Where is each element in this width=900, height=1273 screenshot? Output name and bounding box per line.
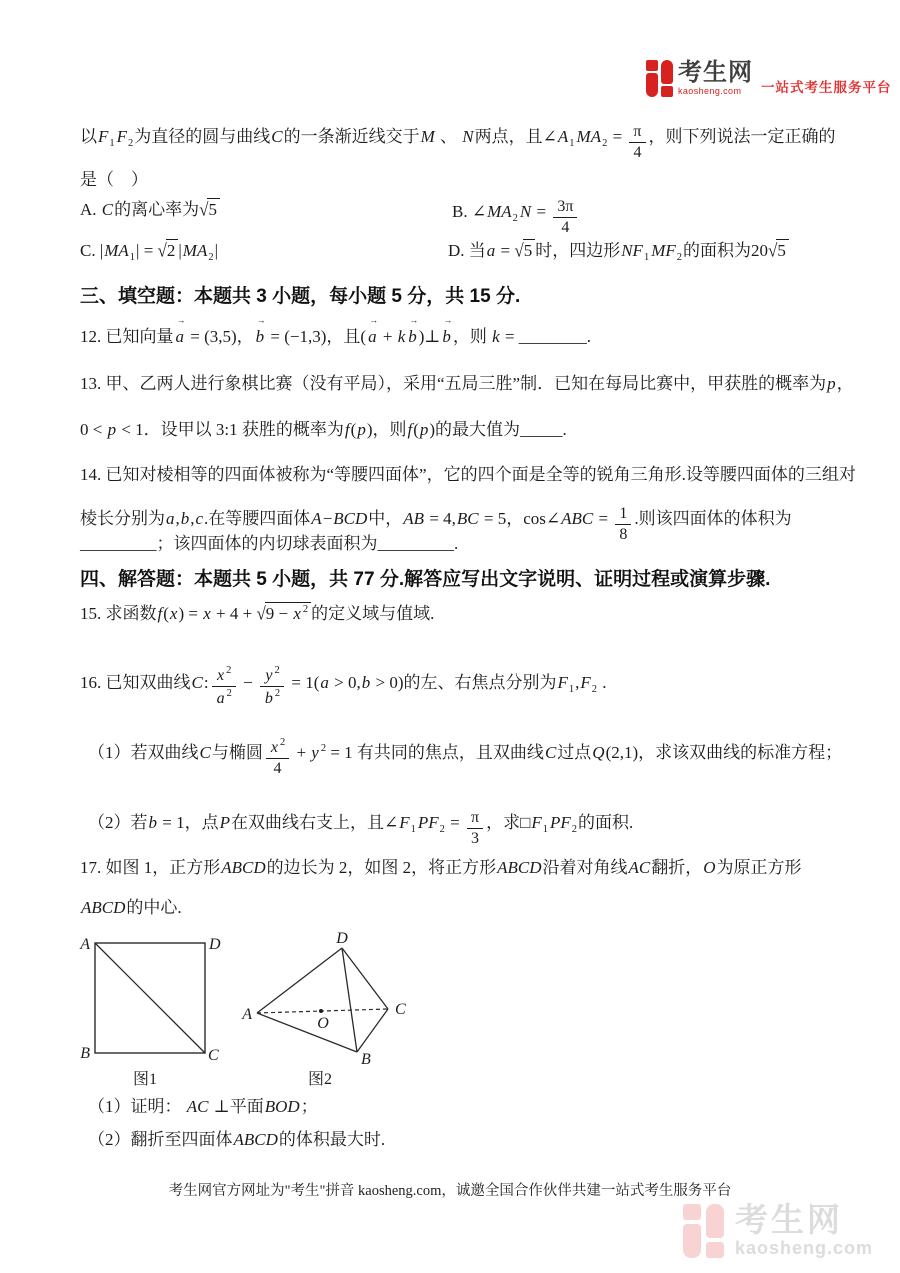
option-b: B. $\angle MA_2$ N = $\frac{3\pi}{4}$ — [452, 197, 580, 238]
vertex-label-c: C — [208, 1047, 219, 1062]
section-3-header: 三、填空题：本题共 3 小题，每小题 5 分，共 15 分. — [80, 286, 521, 307]
vertex-label-b: B — [80, 1045, 90, 1062]
option-c: C. $|MA_1| = √2$ $|MA_2|$ — [80, 240, 218, 263]
question-17-part-2: （2）翻折至四面体ABCD的体积最大时. — [88, 1130, 386, 1149]
question-16: 16. 已知双曲线C: $\frac{x ^2}{a ^2}$ − $\frac{y ^2}{b ^2}$ = 1(a > 0,b > 0)的左、右焦点分别为$F_1,F_2$ . — [80, 665, 607, 707]
center-label-o: O — [317, 1015, 329, 1032]
edge-ab — [257, 1013, 357, 1052]
edge-bc — [357, 1009, 388, 1052]
option-a: A. C的离心率为√5 — [80, 197, 220, 223]
vertex-label-b: B — [361, 1051, 371, 1068]
figure-1-square-abcd — [72, 930, 232, 1062]
question-15: 15. 求函数f(x) = x + 4 + √9 − x $^2$ 的定义域与值域. — [80, 603, 435, 624]
question-17-line-1: 17. 如图 1，正方形ABCD的边长为 2，如图 2，将正方形ABCD沿着对角线AC翻折，O为原正方形 — [80, 858, 802, 877]
watermark-brand: 考生网 — [734, 1201, 843, 1238]
question-12: 12. 已知向量 → a = (3,5)， → b = (−1,3)，且( → a + k → b )⊥ → b ，则 k = ________. — [80, 315, 592, 346]
vertex-label-d: D — [336, 930, 348, 947]
question-13-line-1: 13. 甲、乙两人进行象棋比赛（没有平局），采用“五局三胜”制．已知在每局比赛中，甲获胜的概率为p， — [80, 374, 854, 393]
kaosheng-logo — [646, 60, 892, 97]
logo-tagline: 一站式考生服务平台 — [761, 80, 892, 95]
question-11-line-2: 是（ ） — [80, 170, 148, 189]
watermark-h-icon — [683, 1204, 725, 1258]
figure-2-caption: 图2 — [307, 1071, 332, 1088]
figure-2-tetrahedron — [240, 930, 420, 1072]
question-16-part-1: （1）若双曲线C与椭圆 $\frac{x ^2}{4}$ + y $^2$ = 1 有共同的焦点，且双曲线C过点Q(2,1)，求该双曲线的标准方程； — [88, 737, 843, 777]
edge-db — [342, 948, 357, 1052]
question-16-part-2: （2）若b = 1，点P在双曲线右支上，且$\angle F_1$ $PF_2$ = $\frac{\pi}{3}$ ，求$□F_1$ $PF_2$的面积. — [88, 809, 634, 847]
footer-text: 考生网官方网址为"考生"拼音 kaosheng.com，诚邀全国合作伙伴共建一站式考生服务平台 — [168, 1183, 732, 1199]
vertex-label-a: A — [80, 936, 90, 953]
logo-brand: 考生网 — [678, 59, 753, 86]
option-d: D. 当a = √5 时，四边形$NF_1$ $MF_2$的面积为20√5 — [448, 238, 789, 271]
kaosheng-h-icon — [646, 60, 673, 97]
vertex-label-c: C — [395, 1001, 406, 1018]
edge-ad — [257, 948, 342, 1013]
section-4-header: 四、解答题：本题共 5 小题，共 77 分.解答应写出文字说明、证明过程或演算步骤. — [80, 569, 771, 590]
question-13-line-2: 0 < p < 1．设甲以 3:1 获胜的概率为f(p)，则f(p)的最大值为_____. — [80, 420, 567, 439]
logo-domain: kaosheng.com — [678, 86, 742, 96]
kaosheng-watermark — [683, 1203, 873, 1259]
vertex-label-d: D — [209, 936, 221, 953]
question-14-line-2: 棱长分别为a,b,c.在等腰四面体A−BCD中，AB = 4,BC = 5，cos∠ABC = $\frac{1}{8}$ .则该四面体的体积为 — [80, 505, 792, 543]
watermark-domain: kaosheng.com — [734, 1238, 873, 1258]
vertex-label-a: A — [242, 1006, 252, 1023]
question-14-line-1: 14. 已知对棱相等的四面体被称为“等腰四面体”，它的四个面是全等的锐角三角形.设等腰四面体的三组对 — [80, 465, 856, 484]
center-point-o — [319, 1009, 323, 1013]
question-14-line-3: _________；该四面体的内切球表面积为_________. — [80, 534, 459, 553]
question-17-part-1: （1）证明： AC ⊥平面BOD； — [88, 1097, 318, 1116]
figure-1-caption: 图1 — [132, 1071, 157, 1088]
question-11-line-1: 以$F_1$ $F_2$为直径的圆与曲线C的一条渐近线交于M 、 N两点，且$\angle A_1$ $MA_2$ = $\frac{\pi}{4}$ ，则下列说法一定正确的 — [80, 123, 836, 161]
question-17-line-2: ABCD的中心. — [81, 898, 182, 917]
diagonal-ac — [95, 943, 205, 1053]
